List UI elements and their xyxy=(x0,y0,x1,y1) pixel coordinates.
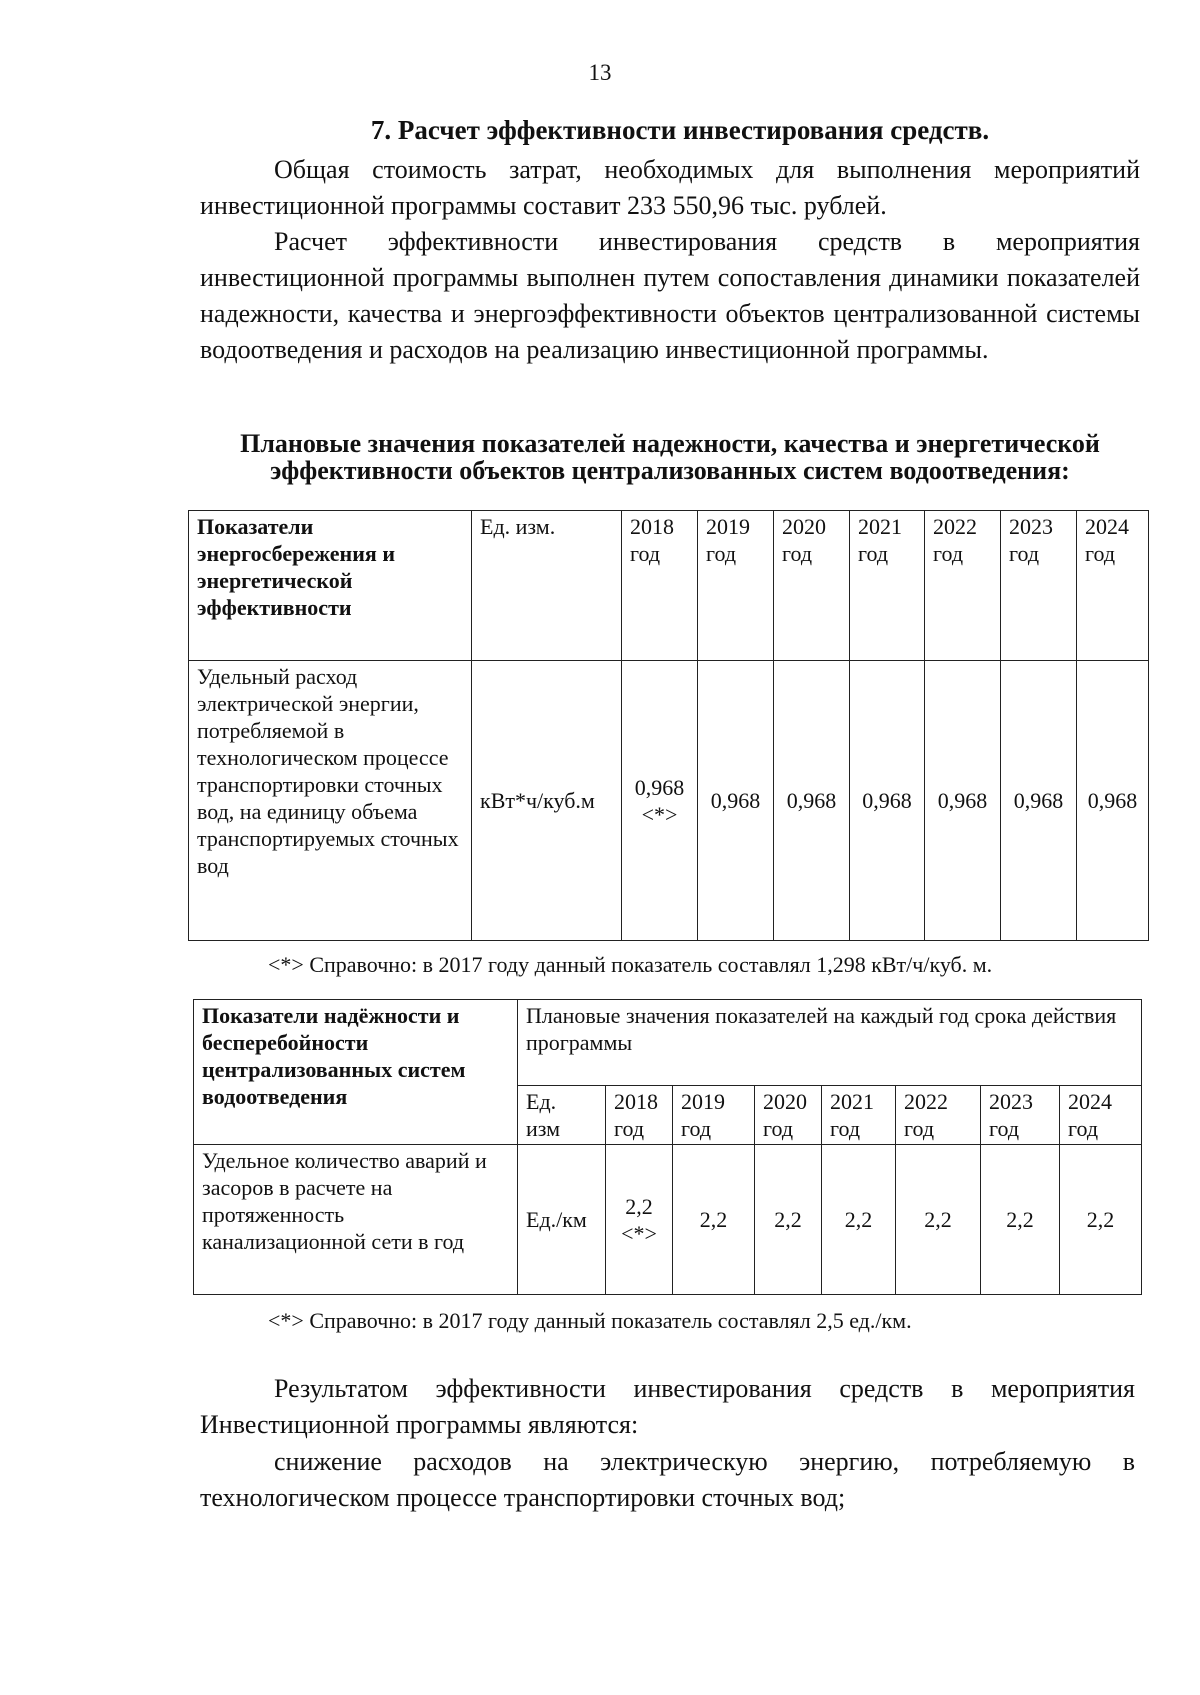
plan-header: Плановые значения показателей на каждый год срока действия программы xyxy=(518,1000,1142,1086)
year-label: 2020 xyxy=(782,514,826,539)
year-label: 2020 xyxy=(763,1089,807,1114)
year-header-2019 xyxy=(673,1086,755,1145)
indicator-header: Показатели энергосбережения и энергетической эффективности xyxy=(189,511,472,661)
year-header-2018 xyxy=(622,511,698,661)
year-label: 2024 xyxy=(1068,1089,1112,1114)
year-header-2022 xyxy=(925,511,1001,661)
value-cell-2019: 2,2 xyxy=(673,1145,755,1295)
year-suffix: год xyxy=(904,1116,935,1141)
table-title xyxy=(195,430,1145,484)
unit-line-2: изм xyxy=(526,1116,561,1141)
year-header-2019 xyxy=(698,511,774,661)
value: 2,2 xyxy=(625,1193,653,1219)
value-cell-2022: 2,2 xyxy=(896,1145,981,1295)
year-suffix: год xyxy=(858,541,889,566)
value-cell-2023: 0,968 xyxy=(1001,661,1077,941)
year-suffix: год xyxy=(782,541,813,566)
paragraph-result-item xyxy=(200,1444,1135,1516)
value-cell-2023: 2,2 xyxy=(981,1145,1060,1295)
paragraph-efficiency-method xyxy=(200,224,1140,368)
year-header-2020 xyxy=(755,1086,822,1145)
year-suffix: год xyxy=(1068,1116,1099,1141)
year-label: 2023 xyxy=(1009,514,1053,539)
footnote-mark: <*> xyxy=(621,1220,657,1246)
year-suffix: год xyxy=(830,1116,861,1141)
value-cell-2022: 0,968 xyxy=(925,661,1001,941)
year-suffix: год xyxy=(1085,541,1116,566)
year-label: 2019 xyxy=(681,1089,725,1114)
year-header-2023 xyxy=(981,1086,1060,1145)
reliability-table xyxy=(193,999,1142,1295)
value-cell-2018 xyxy=(606,1145,673,1295)
year-suffix: год xyxy=(630,541,661,566)
year-label: 2023 xyxy=(989,1089,1033,1114)
year-label: 2024 xyxy=(1085,514,1129,539)
value-cell-2020: 0,968 xyxy=(774,661,850,941)
table-header-row xyxy=(189,511,1149,661)
year-header-2022 xyxy=(896,1086,981,1145)
footnote-mark: <*> xyxy=(641,801,678,827)
paragraph-total-cost xyxy=(200,152,1140,224)
value-cell-2020: 2,2 xyxy=(755,1145,822,1295)
table-title-line-2: эффективности объектов централизованных систем водоотведения: xyxy=(270,456,1070,485)
paragraph-results xyxy=(200,1371,1135,1443)
indicator-cell: Удельный расход электрической энергии, потребляемой в технологическом процессе транспортировки сточных вод, на единицу объема транспортируемых сточных вод xyxy=(189,661,472,941)
table-title-line-1: Плановые значения показателей надежности, качества и энергетической xyxy=(240,429,1100,458)
paragraph-total-cost-text: Общая стоимость затрат, необходимых для выполнения мероприятий инвестиционной программы составит 233 550,96 тыс. рублей. xyxy=(200,155,1140,220)
year-suffix: год xyxy=(763,1116,794,1141)
table2-footnote: <*> Справочно: в 2017 году данный показатель составлял 2,5 ед./км. xyxy=(268,1308,912,1333)
year-header-2021 xyxy=(822,1086,896,1145)
year-label: 2018 xyxy=(630,514,674,539)
energy-efficiency-table xyxy=(188,510,1149,941)
year-header-2021 xyxy=(850,511,925,661)
year-label: 2019 xyxy=(706,514,750,539)
year-suffix: год xyxy=(681,1116,712,1141)
year-header-2023 xyxy=(1001,511,1077,661)
page-number: 13 xyxy=(588,60,612,85)
year-label: 2021 xyxy=(858,514,902,539)
year-label: 2018 xyxy=(614,1089,658,1114)
value-cell-2024: 0,968 xyxy=(1077,661,1149,941)
paragraph-result-item-text: снижение расходов на электрическую энергию, потребляемую в технологическом процессе транспортировки сточных вод; xyxy=(200,1447,1135,1512)
value: 0,968 xyxy=(634,774,685,800)
year-suffix: год xyxy=(1009,541,1040,566)
year-label: 2022 xyxy=(933,514,977,539)
indicator-header: Показатели надёжности и бесперебойности централизованных систем водоотведения xyxy=(194,1000,518,1145)
year-header-2020 xyxy=(774,511,850,661)
year-label: 2022 xyxy=(904,1089,948,1114)
value-cell-2021: 2,2 xyxy=(822,1145,896,1295)
year-suffix: год xyxy=(706,541,737,566)
year-label: 2021 xyxy=(830,1089,874,1114)
year-header-2024 xyxy=(1060,1086,1142,1145)
unit-cell: кВт*ч/куб.м xyxy=(472,661,622,941)
table-row xyxy=(194,1145,1142,1295)
paragraph-efficiency-method-text: Расчет эффективности инвестирования средств в мероприятия инвестиционной программы выполнен путем сопоставления динамики показателей надежности, качества и энергоэффективности объектов централизованной системы водоотведения и расходов на реализацию инвестиционной программы. xyxy=(200,227,1140,364)
unit-header xyxy=(518,1086,606,1145)
year-header-2018 xyxy=(606,1086,673,1145)
value-cell-2019: 0,968 xyxy=(698,661,774,941)
value-cell-2021: 0,968 xyxy=(850,661,925,941)
section-title: 7. Расчет эффективности инвестирования средств. xyxy=(370,115,990,145)
unit-line-1: Ед. xyxy=(526,1089,557,1114)
table1-footnote: <*> Справочно: в 2017 году данный показатель составлял 1,298 кВт/ч/куб. м. xyxy=(268,952,993,977)
table-row xyxy=(189,661,1149,941)
value-cell-2018 xyxy=(622,661,698,941)
value-cell-2024: 2,2 xyxy=(1060,1145,1142,1295)
year-suffix: год xyxy=(614,1116,645,1141)
year-suffix: год xyxy=(989,1116,1020,1141)
table-header-row xyxy=(194,1000,1142,1086)
year-suffix: год xyxy=(933,541,964,566)
unit-cell: Ед./км xyxy=(518,1145,606,1295)
unit-header: Ед. изм. xyxy=(472,511,622,661)
year-header-2024 xyxy=(1077,511,1149,661)
indicator-cell: Удельное количество аварий и засоров в расчете на протяженность канализационной сети в год xyxy=(194,1145,518,1295)
paragraph-results-text: Результатом эффективности инвестирования средств в мероприятия Инвестиционной программы являются: xyxy=(200,1374,1135,1439)
